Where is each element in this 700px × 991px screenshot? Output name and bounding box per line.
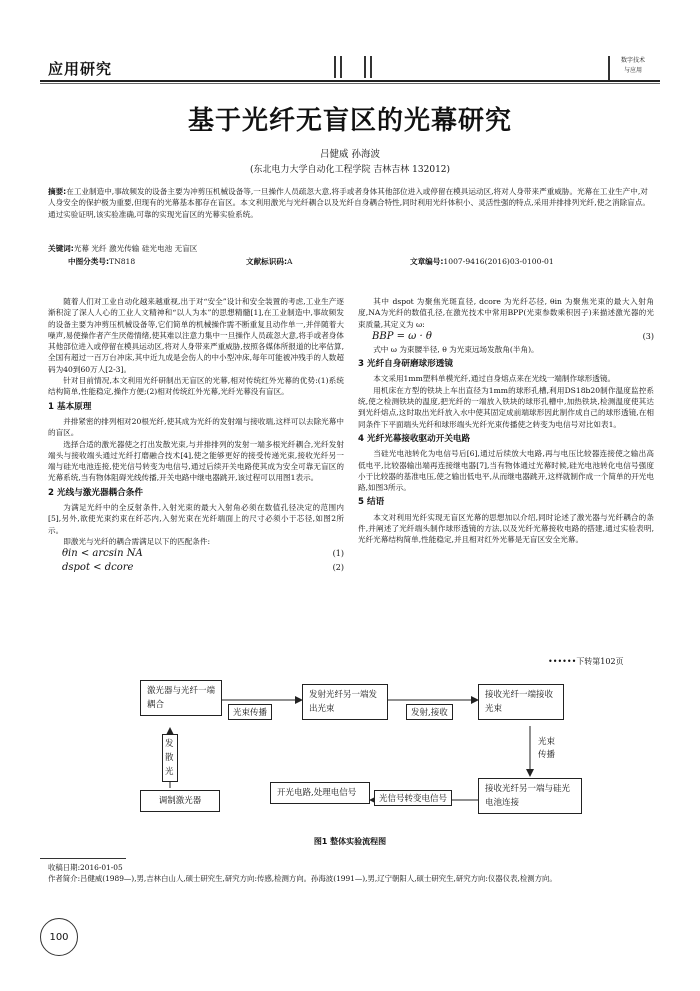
section3-paragraph-1: 本文采用1mm塑料单模光纤,通过自身熔点来在光线一端制作球形透镜。	[373, 374, 616, 384]
intro-paragraph-2: 针对目前情况,本文利用光纤研制出无盲区的光幕,相对传统红外光幕的优势:(1)系统结构简单,性能稳定,操作方便;(2)相对传统红外光幕,光纤光幕没有盲区。	[48, 376, 344, 397]
section5-paragraph-1: 本文对利用光纤实现无盲区光幕的思想加以介绍,同时论述了激光器与光纤耦合的条件,并阐述了光纤端头制作球形透镜的方法,以及光纤光幕接收电路的搭建,通过实验表明,光纤光幕结构简单,性能稳定,并且相对红外光幕是无盲区安全光幕。	[358, 512, 654, 545]
right-paragraph-1: 其中 dspot 为聚焦光斑直径, dcore 为光纤芯径, θin 为聚焦光束的最大入射角度,NA为光纤的数值孔径,在激光技术中常用BPP(光束参数乘积因子)来描述激光器的光束质量,其定义为 ω:	[358, 297, 654, 329]
box-laser-coupling: 激光器与光纤一端耦合	[140, 680, 222, 716]
section4-paragraph-1: 当硅光电池转化为电信号后[6],通过后续放大电路,再与电压比较器连接使之输出高低电平,比较器输出端再连接继电器[7],当有物体通过光幕时候,硅光电池转化电信号强度小于比较器的基准电压,使之输出低电平,从而继电器跳开,这样就制作成一个简单的开光电路,如图3所示。	[358, 449, 654, 493]
keywords-text: 光幕 光纤 激光传输 硅光电池 无盲区	[73, 244, 198, 253]
affiliation: (东北电力大学自动化工程学院 吉林吉林 132012)	[249, 165, 451, 175]
header-decoration	[334, 56, 374, 78]
abstract-label: 摘要:	[48, 187, 67, 196]
logo-line-1: 数字技术	[620, 57, 645, 64]
section3-paragraph-2: 用机床在方型的铁块上车出直径为1mm的球形孔槽,利用DS18b20制作温度监控系统,使之检测铁块的温度,把光纤的一端放入铁块的球形孔槽中,加热铁块,检测温度使其达到光纤熔点,这时取出光纤放入水中使其固定成前端球形因此制作成自己的球形透镜,在相同条件下平面端头光纤和球形端头光纤光束传播使之转变为电信号对比如表1。	[358, 385, 654, 429]
authors: 吕健威 孙海波	[319, 149, 381, 160]
article-number: 文章编号:1007-9416(2016)03-0100-01	[410, 257, 554, 266]
label-beam-propagation-2: 光束传播	[538, 737, 556, 760]
section-label: 应用研究	[48, 60, 113, 78]
section2-paragraph-1: 为满足光纤中的全反射条件,入射光束的最大入射角必须在数值孔径决定的范围内[5],另外,欲使光束约束在纤芯内,入射光束在光纤端面上的尺寸必须小于芯径,如图2所示。	[48, 503, 344, 535]
box-modulate-laser: 调制激光器	[140, 790, 220, 812]
header-rule	[40, 80, 660, 82]
box-receive-fiber: 接收光纤一端接收光束	[478, 684, 564, 720]
left-column	[48, 296, 344, 575]
label-diverge-light: 发散光	[162, 734, 178, 782]
received-date: 收稿日期:2016-01-05	[48, 863, 123, 872]
section-heading-4: 4 光纤光幕接收驱动开关电路	[358, 433, 471, 444]
section-heading-5: 5 结语	[358, 497, 385, 508]
abstract	[48, 186, 654, 220]
box-receive-photocell: 接收光纤另一端与硅光电池连接	[478, 778, 582, 814]
section-heading-2: 2 光线与激光器耦合条件	[48, 487, 143, 498]
header-rule-thin	[40, 83, 660, 84]
formula-3: BBP = ω · θ (3)	[372, 330, 654, 342]
abstract-text: 在工业制造中,事故频发的设备主要为冲剪压机械设备等,一旦操作人员疏忽大意,将手或者身体其他部位进入或停留在模具运动区,将对人身带来严重威胁。光幕在工业生产中,对人身安全的保护极为重要,但现有的光幕基本都存在盲区。本文利用激光与光纤耦合以及光纤自身耦合特性,同时利用光纤体积小、灵活性强的特点,采用并排排列光纤,使之消除盲点。通过实验证明,该实验准确,可靠的实现光盲区的光幕实验系统。	[48, 187, 650, 219]
section1-paragraph-1: 并排紧密的排列相对20根光纤,使其成为光纤的发射端与接收端,这样可以去除光幕中的盲区。	[48, 416, 344, 438]
keywords-label: 关键词:	[48, 244, 74, 253]
page-number: 100	[40, 918, 78, 956]
right-paragraph-2: 式中 ω 为束腰半径, θ 为光束远场发散角(半角)。	[373, 344, 539, 354]
footnote-rule	[40, 858, 126, 859]
formula-2: dspot < dcore (2)	[62, 562, 344, 574]
document-code: 文献标识码:A	[246, 257, 293, 266]
label-transmit-receive: 发射,接收	[406, 704, 453, 720]
footnote	[48, 862, 658, 884]
box-transmit-fiber: 发射光纤另一端发出光束	[302, 684, 388, 720]
clc-number: 中图分类号:TN818	[68, 257, 136, 266]
section-heading-1: 1 基本原理	[48, 401, 92, 412]
section-heading-3: 3 光纤自身研磨球形透镜	[358, 359, 453, 370]
logo-line-2: 与应用	[623, 67, 642, 74]
flowchart-figure	[130, 678, 590, 828]
right-column	[358, 296, 654, 546]
label-beam-propagation: 光束传播	[228, 704, 272, 720]
journal-logo	[608, 56, 656, 82]
box-switch-circuit: 开光电路,处理电信号	[270, 782, 370, 804]
formula-1: θin < arcsin NA (1)	[62, 548, 344, 560]
section2-paragraph-2: 即激光与光纤的耦合需满足以下的匹配条件:	[63, 536, 211, 546]
intro-paragraph-1: 随着人们对工业自动化越来越重视,出于对“安全”设计和安全装置的考虑,工业生产逐渐积淀了深人人心的工业人文精神和“以人为本”的思想精髓[1],在工业制造中,事故频发的设备主要为冲剪压机械设备等,它们简单的机械操作需不断重复且动作单一,并伴随着大噪声,易使操作者产生厌倦情绪,使其难以注意力集中一旦操作人员疏忽大意,将手或者身体其他部位进入或停留在模具运动区,将对人身带来严重威胁,按照各媒体所报道的比率估算,全国有超过一百万台冲床,其中近九成是会伤人的中小型冲床,每年可能被冲残手的人数超码为40到60万人[2-3]。	[48, 297, 344, 374]
section1-paragraph-2: 选择合适的激光器使之打出发散光束,与并排排列的发射一端多根光纤耦合,光纤发射端头与接收端头通过光纤打磨融合技术[4],使之能够更好的接受传递光束,接收光纤另一端与硅光电池连接,使光信号转变为电信号,通过后续开关电路使其成为安全可靠无盲区的光幕系统,当有物体阻碍光线传播,开关电路中继电器跳开,该过程可以用图1表示。	[48, 439, 344, 483]
figure-caption: 图1 整体实验流程图	[313, 837, 387, 846]
keywords	[48, 243, 654, 254]
continued-note: ••••••下转第102页	[548, 657, 624, 666]
paper-title: 基于光纤无盲区的光幕研究	[187, 106, 512, 136]
author-bio: 作者简介:吕健威(1989—),男,吉林白山人,硕士研究生,研究方向:传感,检测方向。孙海波(1991—),男,辽宁朝阳人,硕士研究生,研究方向:仪器仪表,检测方向。	[48, 874, 557, 883]
label-optical-to-electrical: 光信号转变电信号	[374, 790, 452, 806]
